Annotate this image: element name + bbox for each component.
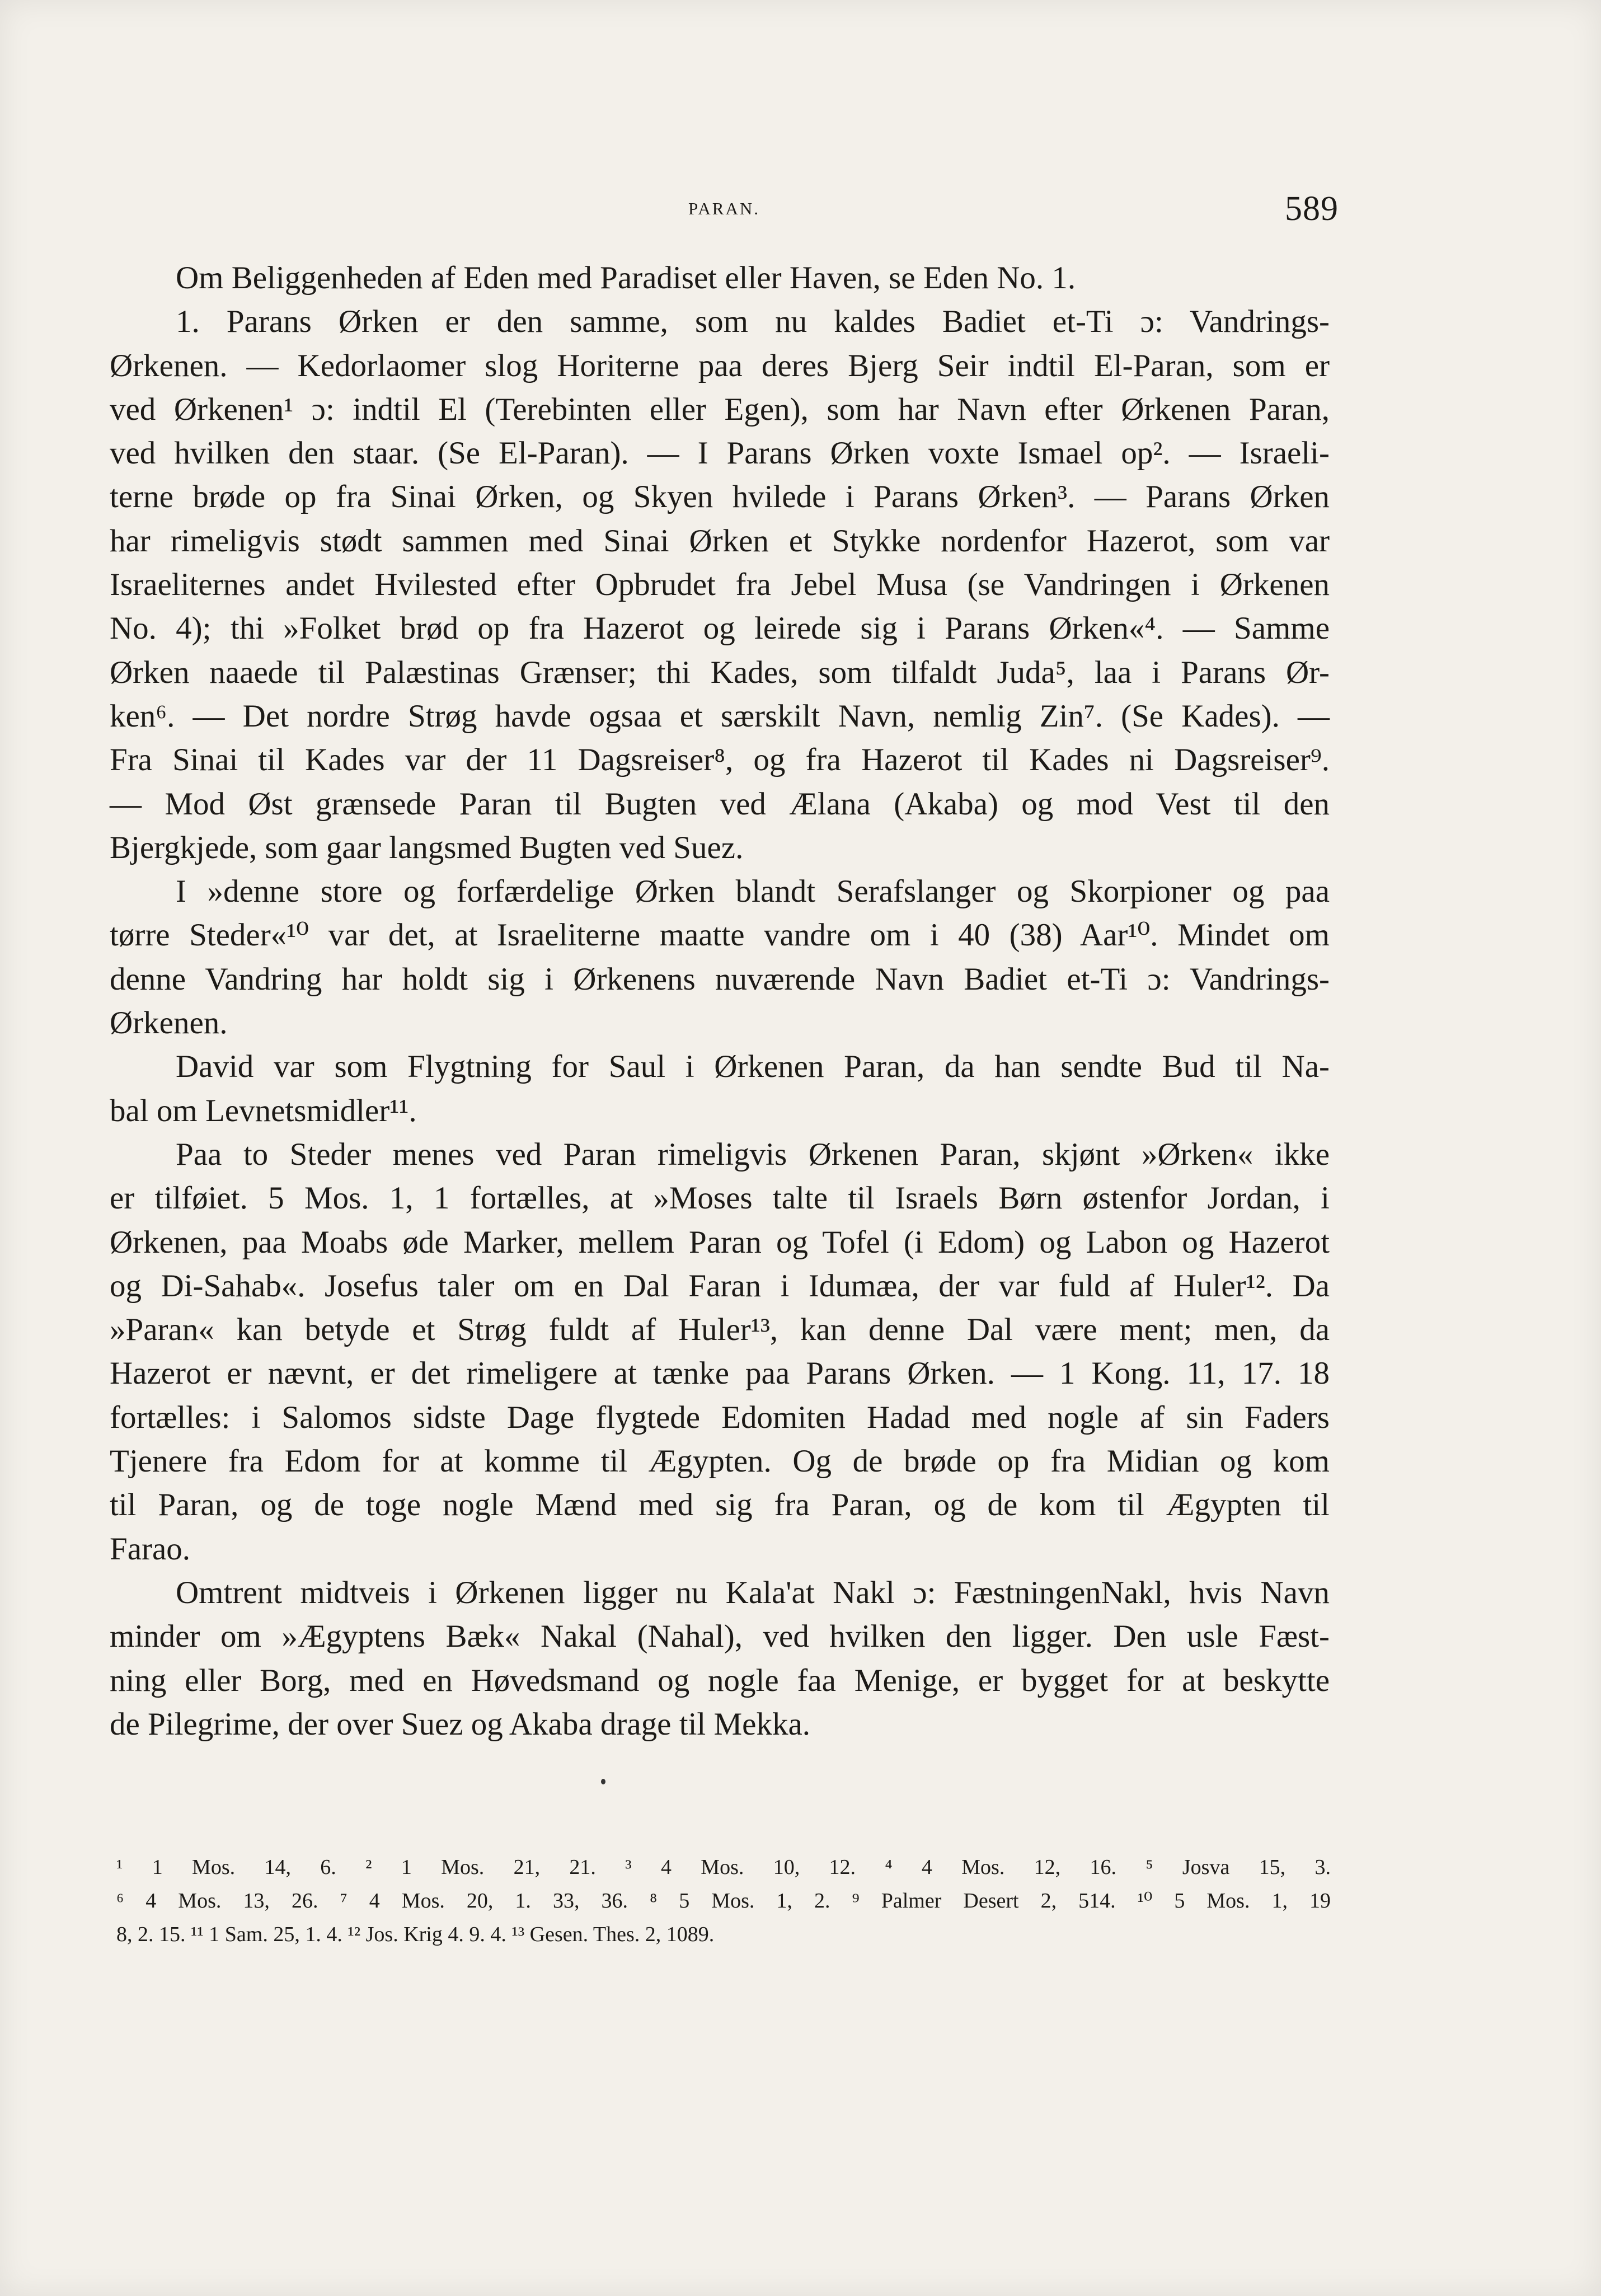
text-line: ved hvilken den staar. (Se El-Paran). — I Parans Ørken voxte Ismael op². — Israeli- [110, 435, 1330, 471]
text-line: »Paran« kan betyde et Strøg fuldt af Huler¹³, kan denne Dal være ment; men, da [110, 1312, 1330, 1348]
text-line: de Pilegrime, der over Suez og Akaba drage til Mekka. [110, 1706, 811, 1742]
text-line: Ørkenen, paa Moabs øde Marker, mellem Paran og Tofel (i Edom) og Labon og Hazerot [110, 1224, 1330, 1260]
footnote-line: ⁶ 4 Mos. 13, 26. ⁷ 4 Mos. 20, 1. 33, 36. ⁸ 5 Mos. 1, 2. ⁹ Palmer Desert 2, 514. ¹⁰ 5 Mos. 1, 19 [116, 1889, 1331, 1913]
text-line: Ørken naaede til Palæstinas Grænser; thi Kades, som tilfaldt Juda⁵, laa i Parans Ør- [110, 654, 1330, 690]
text-line: No. 4); thi »Folket brød op fra Hazerot og leirede sig i Parans Ørken«⁴. — Samme [110, 611, 1330, 646]
text-line: David var som Flygtning for Saul i Ørkenen Paran, da han sendte Bud til Na- [176, 1049, 1330, 1085]
text-line: og Di-Sahab«. Josefus taler om en Dal Faran i Idumæa, der var fuld af Huler¹². Da [110, 1268, 1330, 1304]
text-line: er tilføiet. 5 Mos. 1, 1 fortælles, at »Moses talte til Israels Børn østenfor Jordan, i [110, 1180, 1330, 1216]
text-line: 1. Parans Ørken er den samme, som nu kaldes Badiet et-Ti ɔ: Vandrings- [176, 304, 1330, 340]
text-line: Hazerot er nævnt, er det rimeligere at tænke paa Parans Ørken. — 1 Kong. 11, 17. 18 [110, 1356, 1330, 1391]
text-line: tørre Steder«¹⁰ var det, at Israeliterne maatte vandre om i 40 (38) Aar¹⁰. Mindet om [110, 917, 1330, 953]
text-line: terne brøde op fra Sinai Ørken, og Skyen hvilede i Parans Ørken³. — Parans Ørken [110, 479, 1330, 515]
text-line: I »denne store og forfærdelige Ørken blandt Serafslanger og Skorpioner og paa [176, 874, 1330, 910]
text-line: ken⁶. — Det nordre Strøg havde ogsaa et særskilt Navn, nemlig Zin⁷. (Se Kades). — [110, 698, 1330, 734]
text-line: Paa to Steder menes ved Paran rimeligvis Ørkenen Paran, skjønt »Ørken« ikke [176, 1136, 1330, 1172]
page-number: 589 [1285, 190, 1339, 228]
text-line: Ørkenen. — Kedorlaomer slog Horiterne paa deres Bjerg Seir indtil El-Paran, som er [110, 348, 1330, 383]
text-line: Tjenere fra Edom for at komme til Ægypten. Og de brøde op fra Midian og kom [110, 1444, 1330, 1479]
text-line: Omtrent midtveis i Ørkenen ligger nu Kala'at Nakl ɔ: FæstningenNakl, hvis Navn [176, 1575, 1330, 1610]
text-line: Bjergkjede, som gaar langsmed Bugten ved Suez. [110, 830, 744, 865]
running-header: PARAN. [688, 199, 760, 218]
text-line: ved Ørkenen¹ ɔ: indtil El (Terebinten eller Egen), som har Navn efter Ørkenen Paran, [110, 391, 1330, 427]
text-line: Ørkenen. [110, 1005, 228, 1041]
text-line: Fra Sinai til Kades var der 11 Dagsreiser⁸, og fra Hazerot til Kades ni Dagsreiser⁹. [110, 742, 1330, 778]
text-line: Farao. [110, 1531, 191, 1567]
text-line: har rimeligvis stødt sammen med Sinai Ørken et Stykke nordenfor Hazerot, som var [110, 523, 1330, 559]
text-line: minder om »Ægyptens Bæk« Nakal (Nahal), ved hvilken den ligger. Den usle Fæst- [110, 1619, 1330, 1655]
body-text [110, 256, 1330, 1746]
text-line: — Mod Øst grænsede Paran til Bugten ved Ælana (Akaba) og mod Vest til den [110, 786, 1330, 822]
text-line: denne Vandring har holdt sig i Ørkenens nuværende Navn Badiet et-Ti ɔ: Vandrings- [110, 961, 1330, 997]
text-line: til Paran, og de toge nogle Mænd med sig fra Paran, og de kom til Ægypten til [110, 1487, 1330, 1523]
text-line: fortælles: i Salomos sidste Dage flygtede Edomiten Hadad med nogle af sin Faders [110, 1399, 1330, 1435]
footnotes [116, 1850, 1331, 1951]
text-line: bal om Levnetsmidler¹¹. [110, 1093, 417, 1128]
ink-dot [601, 1779, 605, 1784]
footnote-line: ¹ 1 Mos. 14, 6. ² 1 Mos. 21, 21. ³ 4 Mos. 10, 12. ⁴ 4 Mos. 12, 16. ⁵ Josva 15, 3. [116, 1855, 1331, 1879]
text-line: Israeliternes andet Hvilested efter Opbrudet fra Jebel Musa (se Vandringen i Ørkenen [110, 567, 1330, 603]
footnote-line: 8, 2. 15. ¹¹ 1 Sam. 25, 1. 4. ¹² Jos. Krig 4. 9. 4. ¹³ Gesen. Thes. 2, 1089. [116, 1923, 715, 1946]
text-line: ning eller Borg, med en Høvedsmand og nogle faa Menige, er bygget for at beskytte [110, 1662, 1330, 1698]
text-line: Om Beliggenheden af Eden med Paradiset eller Haven, se Eden No. 1. [176, 260, 1076, 296]
